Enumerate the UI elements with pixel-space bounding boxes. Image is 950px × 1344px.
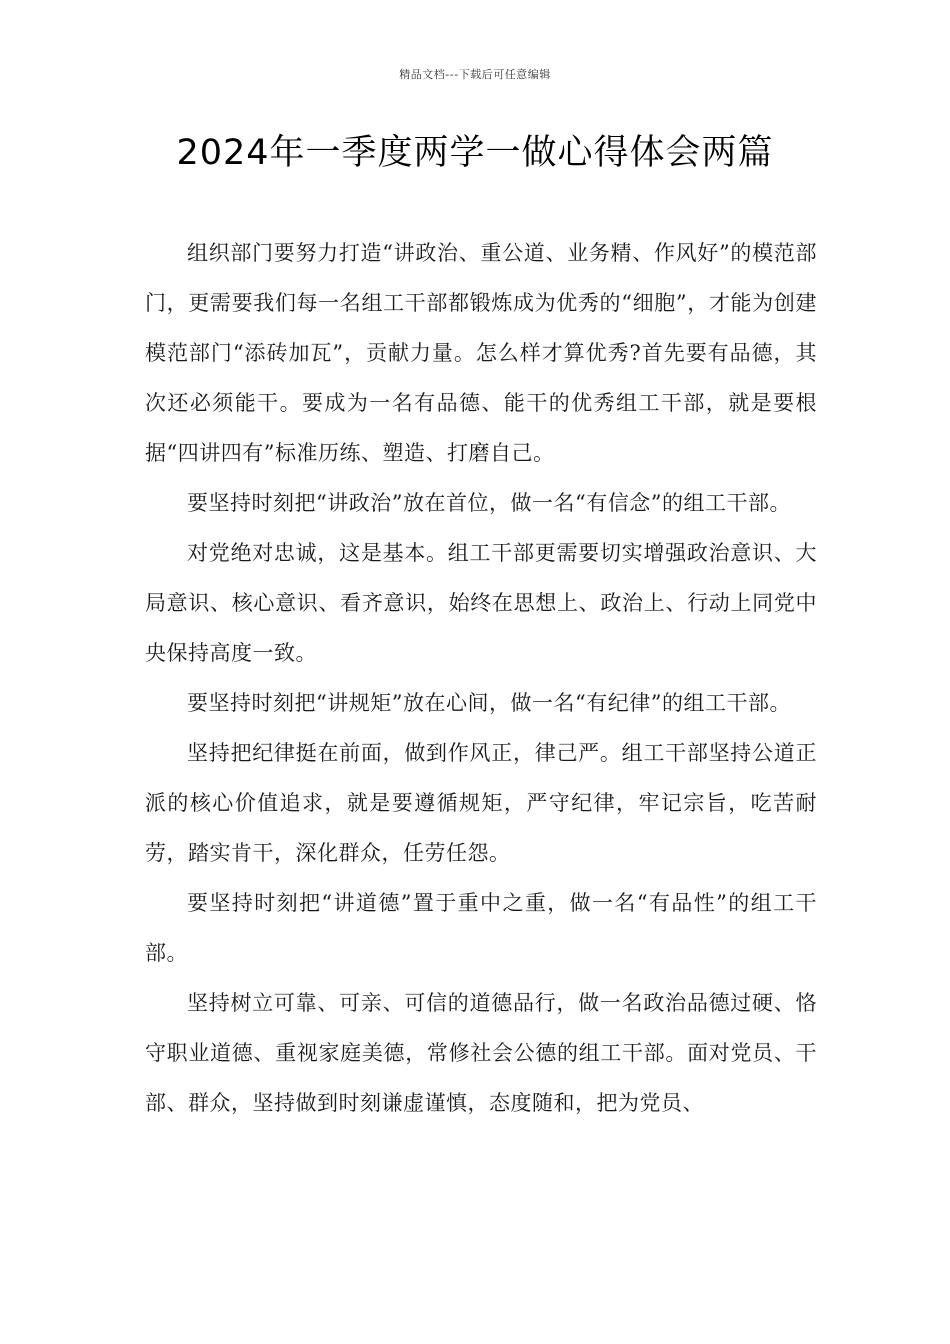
- paragraph-7: 坚持树立可靠、可亲、可信的道德品行，做一名政治品德过硬、恪守职业道德、重视家庭美德，常修社会公德的组工干部。面对党员、干部、群众，坚持做到时刻谦虚谨慎，态度随和，把为党员、: [145, 991, 817, 1115]
- header-note: 精品文档---下载后可任意编辑: [399, 68, 551, 81]
- paragraph-1: 组织部门要努力打造“讲政治、重公道、业务精、作风好”的模范部门，更需要我们每一名组工干部都锻炼成为优秀的“细胞”，才能为创建模范部门“添砖加瓦”，贡献力量。怎么样才算优秀?首先要有品德，其次还必须能干。要成为一名有品德、能干的优秀组工干部，就是要根据“四讲四有”标准历练、塑造、打磨自己。: [145, 241, 817, 465]
- paragraph-5: 坚持把纪律挺在前面，做到作风正，律己严。组工干部坚持公道正派的核心价值追求，就是要遵循规矩，严守纪律，牢记宗旨，吃苦耐劳，踏实肯干，深化群众，任劳任怨。: [145, 741, 817, 865]
- paragraph-2: 要坚持时刻把“讲政治”放在首位，做一名“有信念”的组工干部。: [187, 491, 791, 515]
- paragraph-3: 对党绝对忠诚，这是基本。组工干部更需要切实增强政治意识、大局意识、核心意识、看齐意识，始终在思想上、政治上、行动上同党中央保持高度一致。: [145, 541, 817, 665]
- document-body: [145, 228, 817, 1128]
- paragraph-6: 要坚持时刻把“讲道德”置于重中之重，做一名“有品性”的组工干部。: [145, 891, 817, 965]
- document-title: 2024年一季度两学一做心得体会两篇: [176, 133, 774, 173]
- paragraph-4: 要坚持时刻把“讲规矩”放在心间，做一名“有纪律”的组工干部。: [187, 691, 791, 715]
